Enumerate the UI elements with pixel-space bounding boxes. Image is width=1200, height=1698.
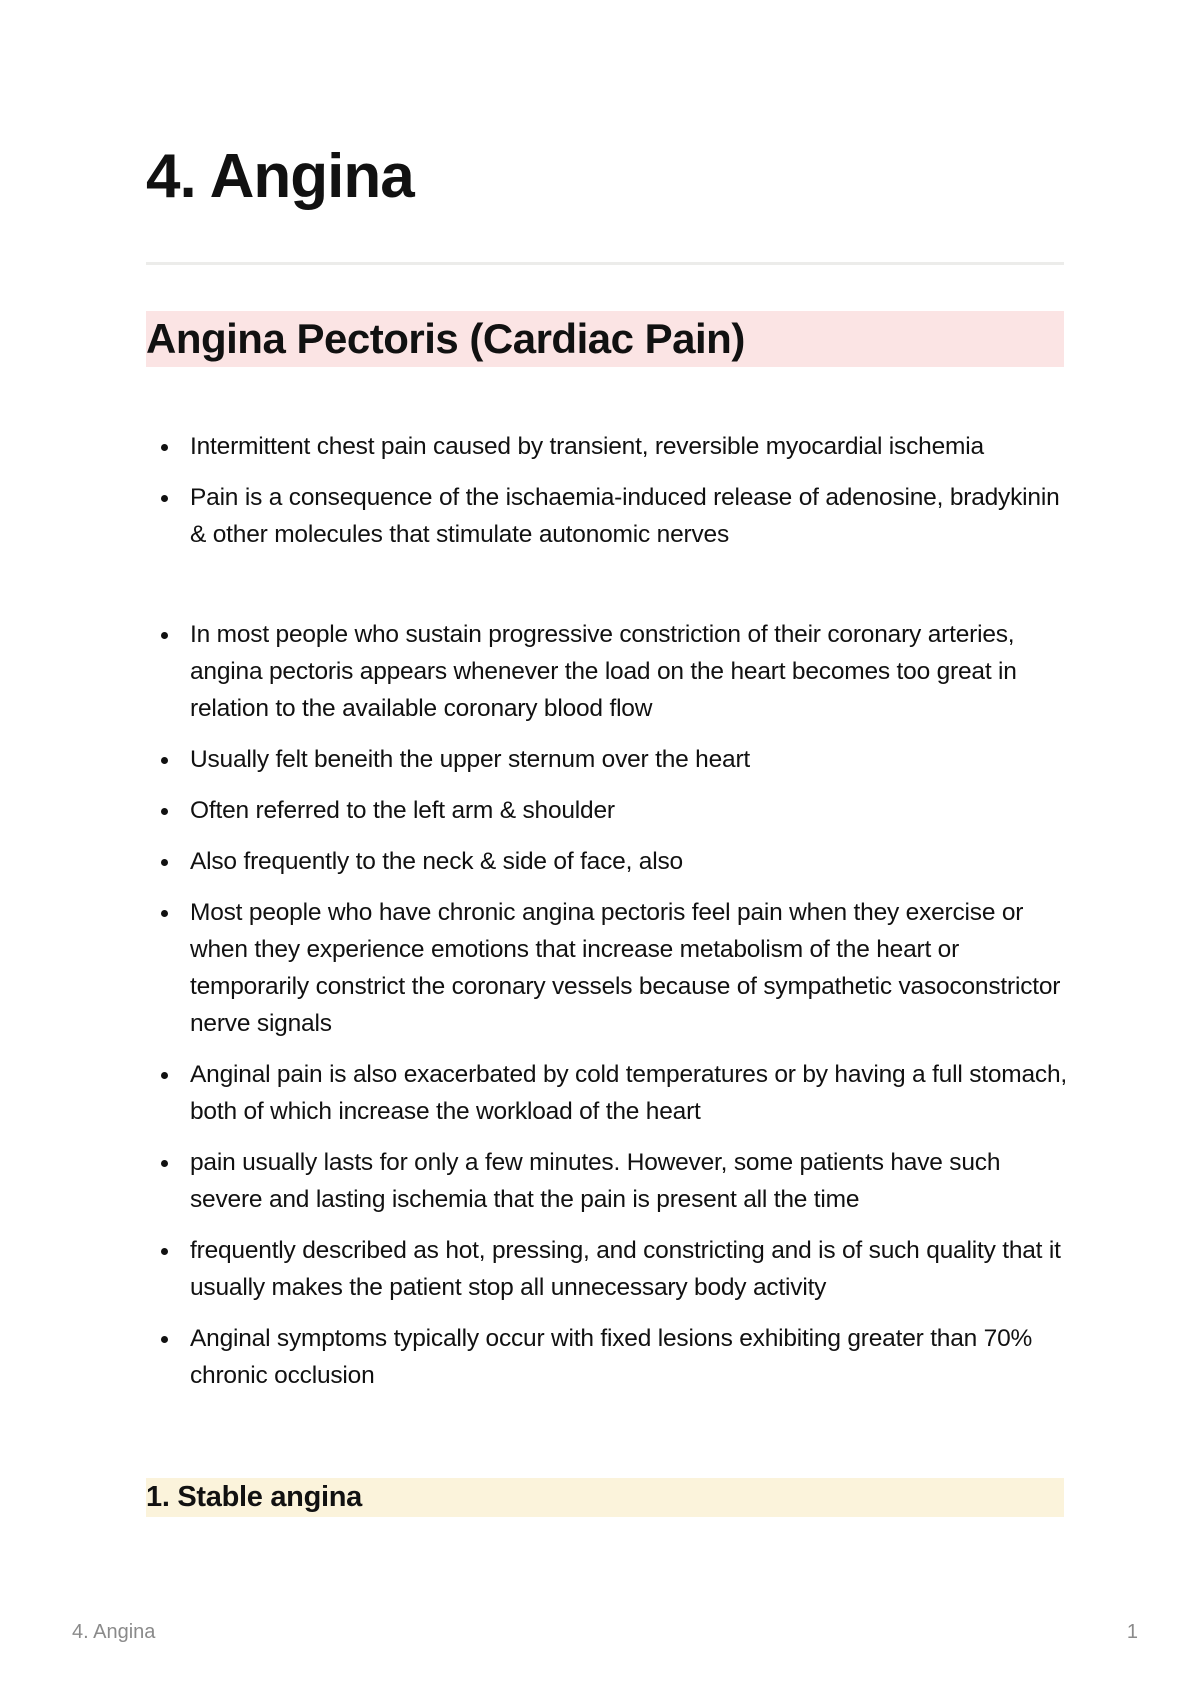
list-item: frequently described as hot, pressing, and constricting and is of such quality that it usually makes the patient stop all unnecessary body activity: [146, 1232, 1076, 1306]
list-item: Also frequently to the neck & side of face, also: [146, 843, 1076, 880]
page-number: 1: [1126, 1621, 1138, 1643]
footer-title: 4. Angina: [72, 1621, 156, 1643]
section-heading: Angina Pectoris (Cardiac Pain): [146, 311, 1064, 367]
page-title: 4. Angina: [146, 142, 414, 211]
list-item: In most people who sustain progressive constriction of their coronary arteries, angina pectoris appears whenever the load on the heart becomes too great in relation to the available coronary blood flow: [146, 616, 1076, 727]
subheading-stable-angina: 1. Stable angina: [146, 1478, 1064, 1517]
list-item: Often referred to the left arm & shoulder: [146, 792, 1076, 829]
list-item: Usually felt beneith the upper sternum over the heart: [146, 741, 1076, 778]
divider: [146, 262, 1064, 265]
list-item: Intermittent chest pain caused by transient, reversible myocardial ischemia: [146, 428, 1076, 465]
list-item: Pain is a consequence of the ischaemia-induced release of adenosine, bradykinin & other molecules that stimulate autonomic nerves: [146, 479, 1076, 553]
list-item: pain usually lasts for only a few minutes. However, some patients have such severe and lasting ischemia that the pain is present all the time: [146, 1144, 1076, 1218]
list-item: Most people who have chronic angina pectoris feel pain when they exercise or when they experience emotions that increase metabolism of the heart or temporarily constrict the coronary vessels because of sympathetic vasoconstrictor nerve signals: [146, 894, 1076, 1042]
list-item: Anginal pain is also exacerbated by cold temperatures or by having a full stomach, both of which increase the workload of the heart: [146, 1056, 1076, 1130]
bullet-list: [146, 428, 1076, 1408]
list-item: Anginal symptoms typically occur with fixed lesions exhibiting greater than 70% chronic occlusion: [146, 1320, 1076, 1394]
